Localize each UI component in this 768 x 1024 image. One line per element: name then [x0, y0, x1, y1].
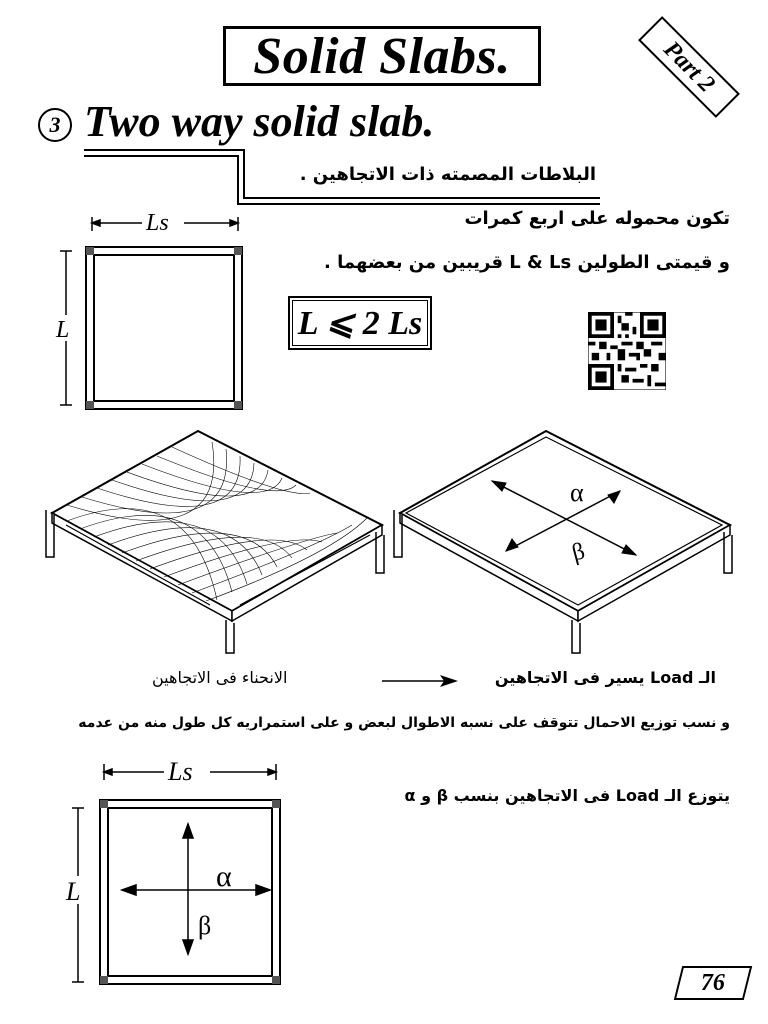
ls-label-top: Ls: [146, 210, 169, 236]
slab-3d-deflected: [46, 431, 384, 653]
alpha-label-plan: α: [216, 860, 232, 893]
l-label-top: L: [56, 317, 70, 343]
formula-box: [288, 296, 432, 350]
arrow-right-icon: [380, 672, 460, 690]
l-label-bottom: L: [66, 877, 81, 906]
page-title-text: Solid Slabs.: [253, 27, 511, 85]
formula-text: L ⩽ 2 Ls: [292, 300, 428, 346]
slab-plan-top: [50, 205, 260, 415]
section-title: Two way solid slab.: [84, 97, 435, 146]
beta-label-3d: β: [569, 538, 588, 567]
arabic-line-4: يتوزع الـ Load فى الاتجاهين بنسب β و α: [404, 786, 730, 805]
slab-3d-load-paths: [394, 431, 732, 653]
slab-3d-views: [0, 415, 768, 665]
deflection-label: الانحناء فى الاتجاهين: [152, 668, 288, 687]
section-number: 3: [38, 108, 72, 142]
page-number: [674, 966, 752, 1000]
beta-label-plan: β: [198, 911, 212, 940]
slab-plan-bottom: [60, 750, 300, 1000]
alpha-label-3d: α: [570, 478, 584, 507]
part-tag-text: Part 2: [658, 35, 720, 98]
arabic-line-3: و نسب توزيع الاحمال تتوقف على نسبه الاطوال لبعض و على استمراريه كل طول منه من عدمه: [78, 715, 730, 731]
ls-label-bottom: Ls: [168, 757, 193, 786]
arabic-line-1: تكون محموله على اربع كمرات: [464, 208, 730, 229]
load-label: الـ Load يسير فى الاتجاهين: [494, 668, 716, 687]
arabic-line-2: و قيمتى الطولين L & Ls قريبين من بعضهما .: [324, 252, 730, 273]
page-number-text: 76: [701, 969, 725, 996]
arabic-subtitle: البلاطات المصمته ذات الاتجاهين .: [299, 164, 596, 185]
qr-code-icon[interactable]: [588, 312, 666, 390]
